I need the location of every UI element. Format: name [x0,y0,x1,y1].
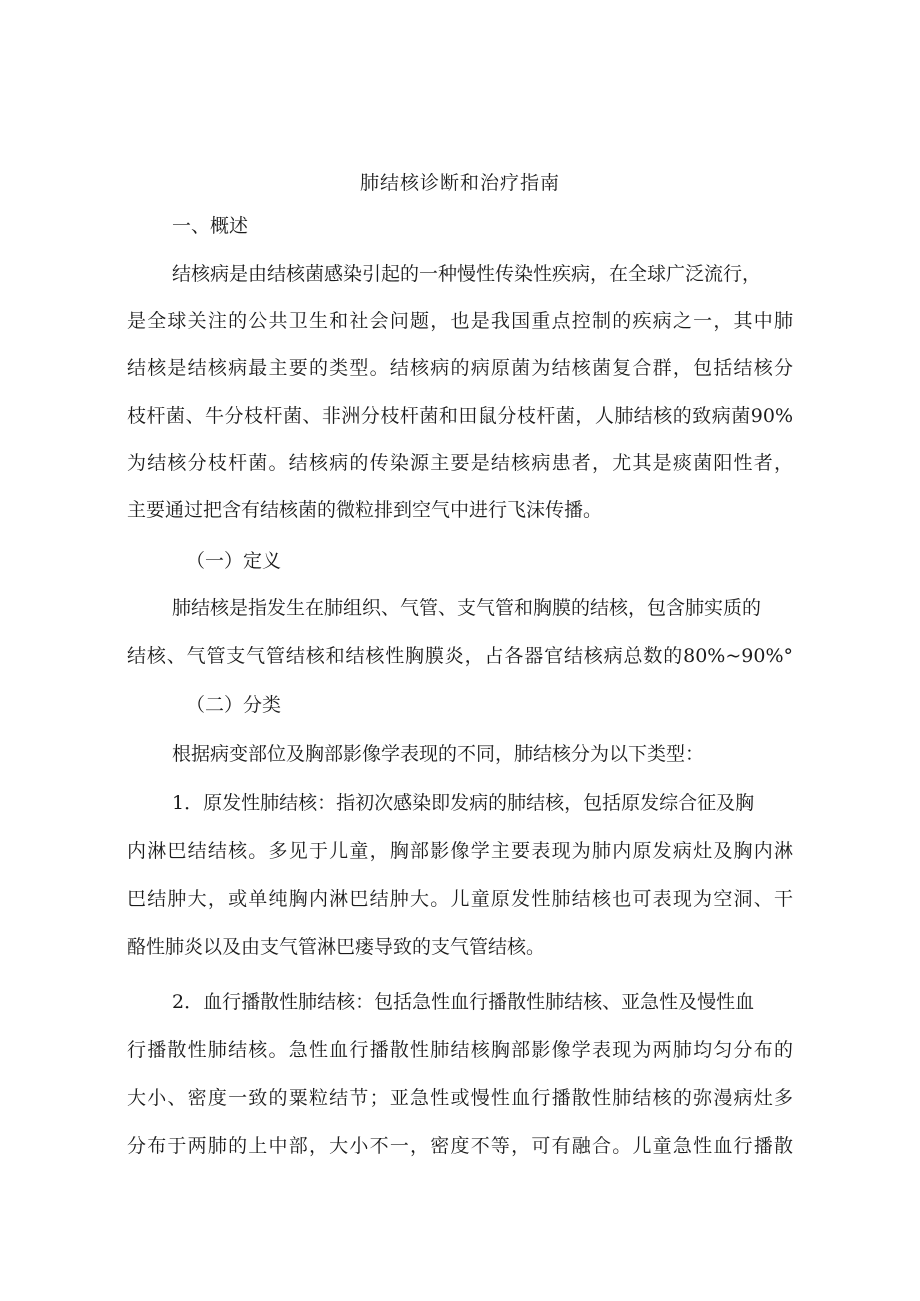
paragraph-line: 巴结肿大，或单纯胸内淋巴结肿大。儿童原发性肺结核也可表现为空洞、干 [127,888,793,910]
section-heading-overview: 一、概述 [172,215,249,237]
paragraph-line: 1．原发性肺结核：指初次感染即发病的肺结核，包括原发综合征及胸 [172,792,755,814]
paragraph-line: 结核是结核病最主要的类型。结核病的病原菌为结核菌复合群，包括结核分 [127,357,793,379]
paragraph-line: 内淋巴结结核。多见于儿童，胸部影像学主要表现为肺内原发病灶及胸内淋 [127,840,793,862]
paragraph-line: 是全球关注的公共卫生和社会问题，也是我国重点控制的疾病之一，其中肺 [127,310,793,332]
paragraph-line: 酪性肺炎以及由支气管淋巴瘘导致的支气管结核。 [127,936,546,958]
paragraph-line: 结核、气管支气管结核和结核性胸膜炎，占各器官结核病总数的80%~90%° [127,645,793,667]
classification-intro: 根据病变部位及胸部影像学表现的不同，肺结核分为以下类型： [172,743,705,765]
paragraph-line: 为结核分枝杆菌。结核病的传染源主要是结核病患者，尤其是痰菌阳性者， [127,452,793,474]
paragraph-line: 主要通过把含有结核菌的微粒排到空气中进行飞沫传播。 [127,499,603,521]
section-heading-classification: （二）分类 [186,694,282,716]
paragraph-line: 2．血行播散性肺结核：包括急性血行播散性肺结核、亚急性及慢性血 [172,991,755,1013]
paragraph-line: 行播散性肺结核。急性血行播散性肺结核胸部影像学表现为两肺均匀分布的 [127,1039,793,1061]
paragraph-line: 枝杆菌、牛分枝杆菌、非洲分枝杆菌和田鼠分枝杆菌，人肺结核的致病菌90% [127,405,793,427]
paragraph-line: 分布于两肺的上中部，大小不一，密度不等，可有融合。儿童急性血行播散 [127,1135,793,1157]
paragraph-line: 肺结核是指发生在肺组织、气管、支气管和胸膜的结核，包含肺实质的 [172,597,762,619]
document-title: 肺结核诊断和治疗指南 [359,172,560,194]
section-heading-definition: （一）定义 [186,550,282,572]
paragraph-line: 结核病是由结核菌感染引起的一种慢性传染性疾病，在全球广泛流行， [172,263,762,285]
paragraph-line: 大小、密度一致的粟粒结节；亚急性或慢性血行播散性肺结核的弥漫病灶多 [127,1087,793,1109]
